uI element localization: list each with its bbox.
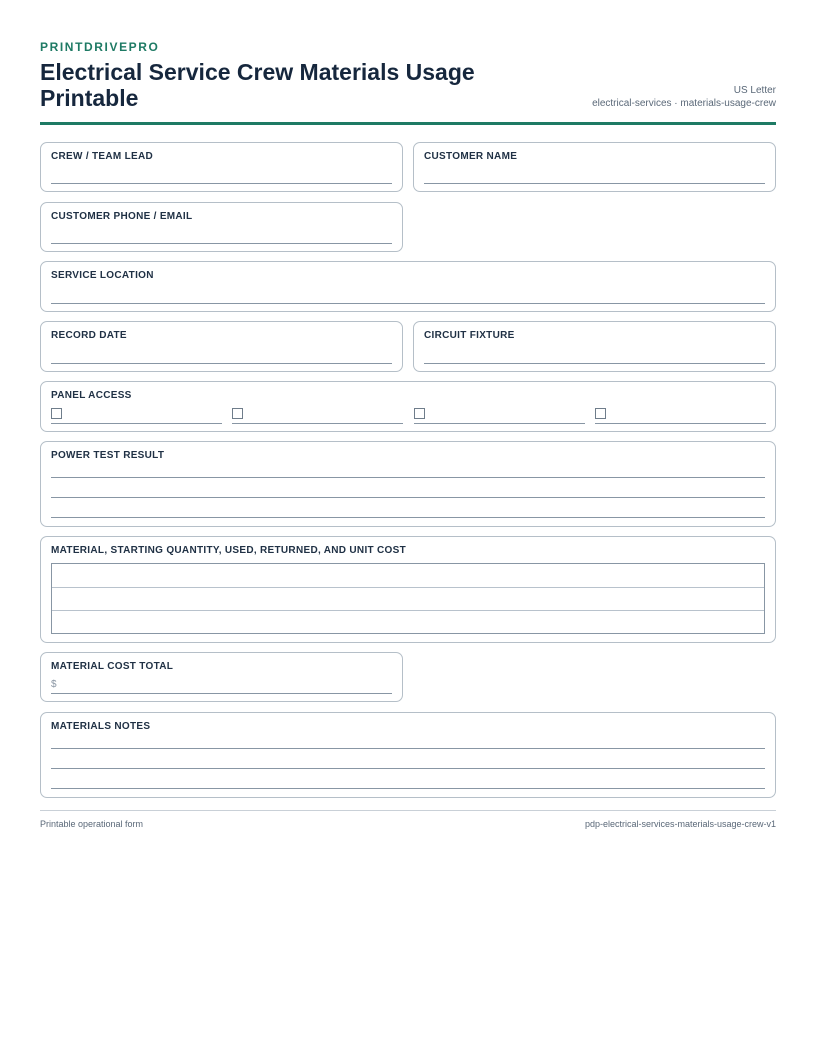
power-test-result-field[interactable] [40,441,776,527]
brand-name: PRINTDRIVEPRO [40,40,160,54]
panel-access-option-2[interactable] [232,408,403,424]
panel-access-option-1[interactable] [51,408,222,424]
checkbox[interactable] [232,408,243,419]
currency-symbol: $ [51,679,57,690]
footer-divider [40,810,776,811]
power-test-result-line-2[interactable] [51,497,765,498]
panel-access-option-3[interactable] [414,408,585,424]
record-date-field[interactable] [40,321,403,372]
circuit-fixture-line[interactable] [424,363,765,364]
customer-contact-field[interactable] [40,202,403,252]
materials-table-field [40,536,776,643]
checkbox[interactable] [51,408,62,419]
customer-contact-line[interactable] [51,243,392,244]
option-line [51,423,222,424]
service-location-field[interactable] [40,261,776,312]
record-date-line[interactable] [51,363,392,364]
service-location-label: SERVICE LOCATION [51,270,154,281]
paper-size: US Letter [733,85,776,96]
power-test-result-line-1[interactable] [51,477,765,478]
circuit-fixture-field[interactable] [413,321,776,372]
panel-access-option-4[interactable] [595,408,766,424]
customer-name-label: CUSTOMER NAME [424,151,518,162]
service-location-line[interactable] [51,303,765,304]
panel-access-label: PANEL ACCESS [51,390,132,401]
customer-name-field[interactable] [413,142,776,192]
materials-notes-line-2[interactable] [51,768,765,769]
option-line [232,423,403,424]
power-test-result-label: POWER TEST RESULT [51,450,165,461]
materials-notes-line-3[interactable] [51,788,765,789]
material-cost-total-field[interactable] [40,652,403,702]
option-line [595,423,766,424]
customer-name-line[interactable] [424,183,765,184]
materials-notes-label: MATERIALS NOTES [51,721,151,732]
material-cost-total-line[interactable] [51,693,392,694]
panel-access-field [40,381,776,432]
materials-table-label: MATERIAL, STARTING QUANTITY, USED, RETURNED, AND UNIT COST [51,545,406,556]
page-meta [592,84,776,110]
grid-row-divider [52,587,764,588]
header-divider [40,122,776,125]
materials-notes-line-1[interactable] [51,748,765,749]
form-slug: electrical-services · materials-usage-crew [592,98,776,109]
crew-team-lead-label: CREW / TEAM LEAD [51,151,154,162]
grid-row-divider [52,610,764,611]
checkbox[interactable] [414,408,425,419]
crew-team-lead-line[interactable] [51,183,392,184]
power-test-result-line-3[interactable] [51,517,765,518]
materials-grid[interactable] [51,563,765,634]
record-date-label: RECORD DATE [51,330,127,341]
form-id: pdp-electrical-services-materials-usage-crew-v1 [584,819,776,829]
customer-contact-label: CUSTOMER PHONE / EMAIL [51,211,193,222]
materials-notes-field[interactable] [40,712,776,798]
option-line [414,423,585,424]
material-cost-total-label: MATERIAL COST TOTAL [51,661,174,672]
page-title: Electrical Service Crew Materials Usage Printable [40,59,475,111]
crew-team-lead-field[interactable] [40,142,403,192]
circuit-fixture-label: CIRCUIT FIXTURE [424,330,515,341]
checkbox[interactable] [595,408,606,419]
footer-label: Printable operational form [40,819,144,829]
